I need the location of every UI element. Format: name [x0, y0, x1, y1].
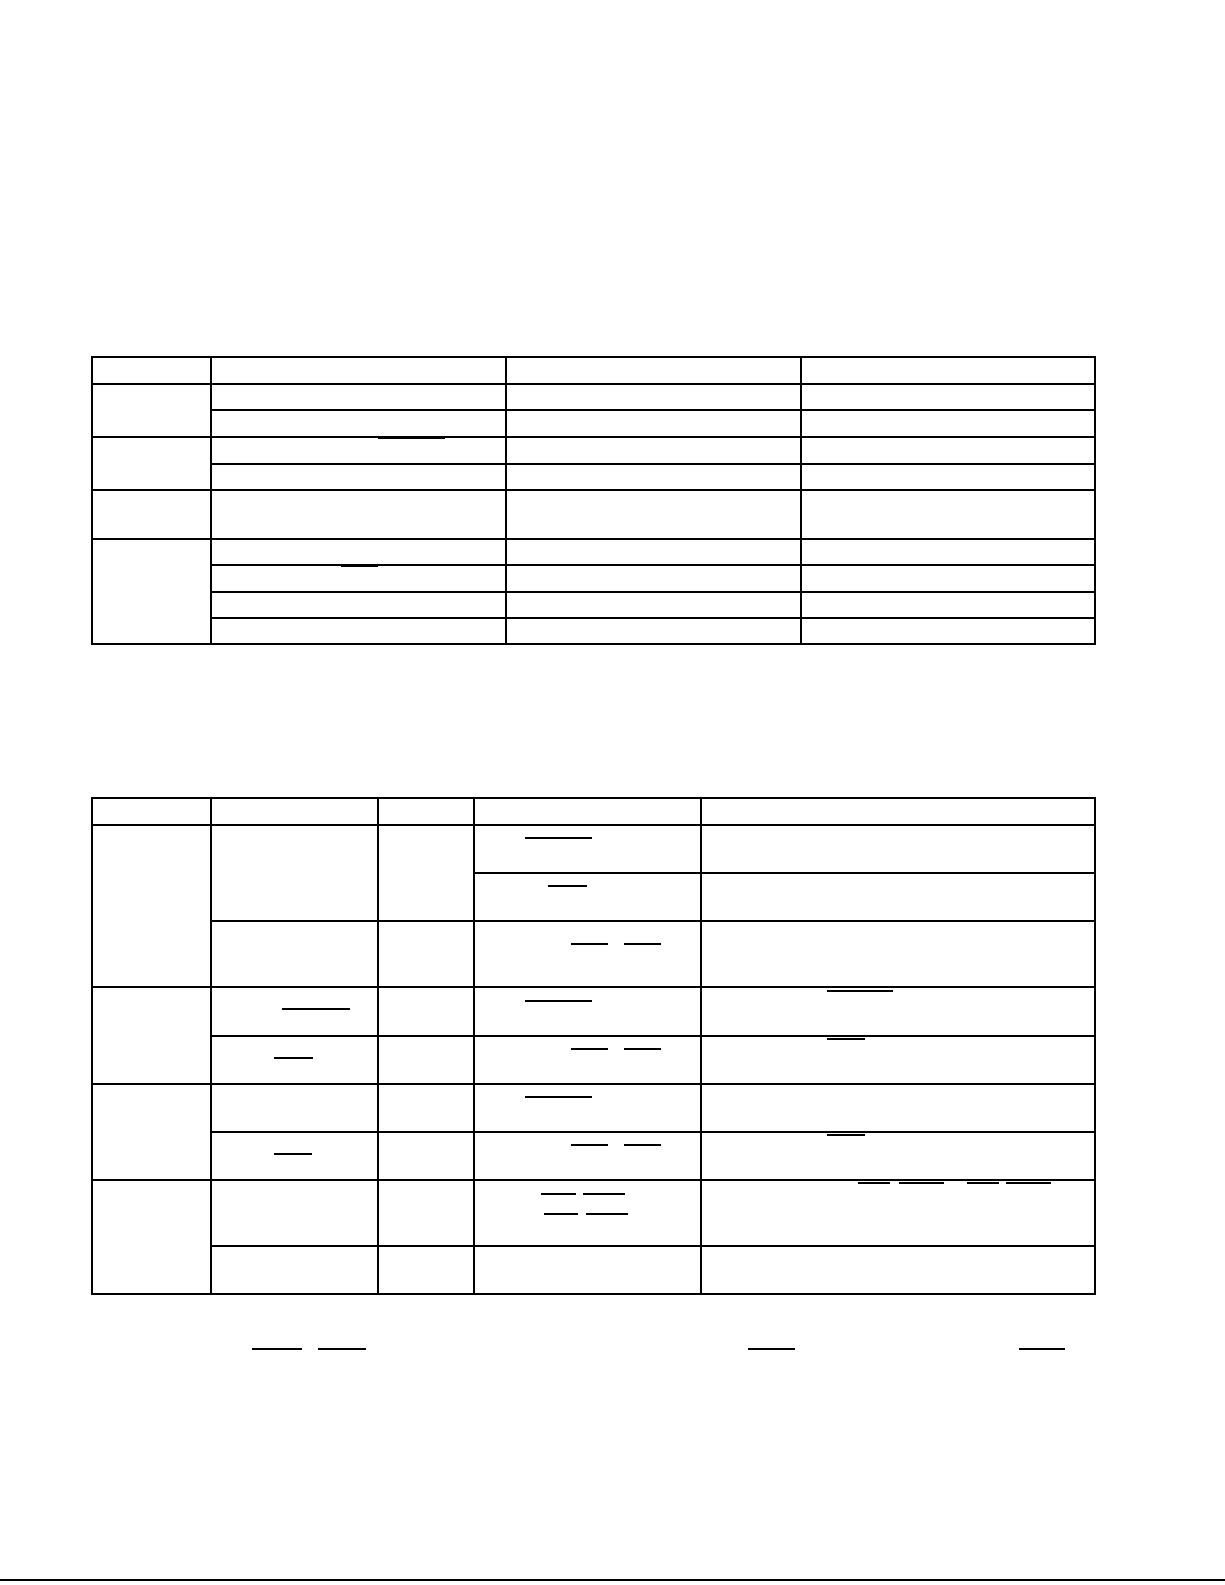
- table-cell: [474, 987, 701, 1036]
- group-cell: [92, 437, 211, 490]
- table-cell: [801, 618, 1095, 644]
- table-cell: [701, 1084, 1095, 1132]
- table-2: [91, 797, 1096, 1295]
- overline-mark: [583, 1193, 625, 1195]
- table-cell: [211, 1084, 378, 1132]
- table-cell: [506, 539, 801, 565]
- header-cell: [474, 798, 701, 825]
- table-cell: [378, 1246, 474, 1294]
- overline-mark: [274, 1057, 313, 1059]
- table-cell: [506, 464, 801, 490]
- table-row: [92, 592, 1095, 618]
- table-cell: [211, 987, 378, 1036]
- group-cell: [92, 987, 211, 1084]
- table-cell: [378, 1036, 474, 1084]
- table-row: [92, 987, 1095, 1036]
- table-cell: [211, 1180, 378, 1246]
- overline-mark: [525, 837, 592, 839]
- overline-mark: [571, 1048, 608, 1050]
- table-cell: [211, 1036, 378, 1084]
- table-cell: [701, 873, 1095, 921]
- table-row: [92, 618, 1095, 644]
- table-row: [92, 921, 1095, 987]
- table-cell: [378, 1132, 474, 1180]
- table-cell: [506, 618, 801, 644]
- overline-mark: [624, 1048, 661, 1050]
- table-cell: [506, 410, 801, 437]
- table-cell: [211, 384, 506, 410]
- overline-mark: [378, 437, 445, 439]
- table-cell: [801, 539, 1095, 565]
- overline-mark: [827, 990, 893, 992]
- table-row: [92, 437, 1095, 464]
- table-cell: [211, 464, 506, 490]
- table-cell: [506, 565, 801, 592]
- table-cell: [801, 464, 1095, 490]
- header-cell: [92, 357, 211, 384]
- group-cell: [92, 490, 211, 539]
- table-cell: [801, 565, 1095, 592]
- group-cell: [92, 1180, 211, 1294]
- table-row: [92, 357, 1095, 384]
- header-cell: [211, 798, 378, 825]
- overline-mark: [341, 463, 380, 465]
- overline-mark: [1019, 1348, 1065, 1350]
- overline-mark: [341, 565, 378, 567]
- table-row: [92, 1036, 1095, 1084]
- overline-mark: [525, 1000, 592, 1002]
- overline-mark: [282, 1008, 350, 1010]
- table-row: [92, 1084, 1095, 1132]
- table-cell: [701, 921, 1095, 987]
- table-cell: [211, 1246, 378, 1294]
- table-cell: [701, 1036, 1095, 1084]
- table-cell: [701, 825, 1095, 873]
- group-cell: [92, 825, 211, 987]
- table-cell: [211, 618, 506, 644]
- group-cell: [92, 384, 211, 437]
- overline-mark: [252, 1348, 302, 1350]
- table-cell: [506, 384, 801, 410]
- table-row: [92, 1246, 1095, 1294]
- table-cell: [474, 873, 701, 921]
- overline-mark: [624, 1144, 661, 1146]
- header-cell: [211, 357, 506, 384]
- overline-mark: [967, 1182, 999, 1184]
- table-row: [92, 1132, 1095, 1180]
- overline-mark: [541, 1193, 576, 1195]
- table-cell: [211, 539, 506, 565]
- table-cell: [378, 1180, 474, 1246]
- table-row: [92, 539, 1095, 565]
- overline-mark: [318, 1348, 366, 1350]
- table-cell: [378, 1084, 474, 1132]
- table-cell: [801, 384, 1095, 410]
- table-cell: [211, 921, 378, 987]
- table-cell: [701, 1180, 1095, 1246]
- header-cell: [378, 798, 474, 825]
- table-row: [92, 490, 1095, 539]
- table-cell: [801, 437, 1095, 464]
- table-cell: [211, 410, 506, 437]
- header-cell: [701, 798, 1095, 825]
- table-row: [92, 798, 1095, 825]
- header-cell: [506, 357, 801, 384]
- table-cell: [378, 987, 474, 1036]
- overline-mark: [525, 1096, 592, 1098]
- overline-mark: [858, 1182, 890, 1184]
- table-cell: [378, 921, 474, 987]
- table-cell: [701, 1246, 1095, 1294]
- table-row: [92, 384, 1095, 410]
- page-bottom-rule: [0, 1579, 1225, 1581]
- table-cell: [378, 825, 474, 921]
- table-cell: [211, 490, 506, 539]
- table-cell: [474, 1036, 701, 1084]
- table-cell: [801, 410, 1095, 437]
- overline-mark: [827, 1134, 865, 1136]
- table-cell: [211, 437, 506, 464]
- table-cell: [506, 490, 801, 539]
- overline-mark: [571, 1144, 608, 1146]
- table-row: [92, 565, 1095, 592]
- overline-mark: [748, 1348, 795, 1350]
- overline-mark: [274, 1153, 312, 1155]
- overline-mark: [1006, 1182, 1051, 1184]
- header-cell: [92, 798, 211, 825]
- group-cell: [92, 539, 211, 644]
- overline-mark: [624, 943, 661, 945]
- table-cell: [211, 565, 506, 592]
- table-cell: [474, 1132, 701, 1180]
- table-cell: [801, 490, 1095, 539]
- overline-mark: [571, 943, 608, 945]
- table-cell: [211, 825, 378, 921]
- table-row: [92, 464, 1095, 490]
- table-1: [91, 356, 1096, 645]
- table-cell: [474, 1246, 701, 1294]
- table-row: [92, 825, 1095, 873]
- overline-mark: [899, 1182, 944, 1184]
- table-row: [92, 410, 1095, 437]
- table-cell: [801, 592, 1095, 618]
- group-cell: [92, 1084, 211, 1180]
- header-cell: [801, 357, 1095, 384]
- table-cell: [506, 592, 801, 618]
- table-cell: [211, 1132, 378, 1180]
- table-cell: [211, 592, 506, 618]
- table-cell: [474, 825, 701, 873]
- table-cell: [701, 987, 1095, 1036]
- overline-mark: [827, 1038, 865, 1040]
- overline-mark: [586, 1213, 628, 1215]
- overline-mark: [548, 885, 587, 887]
- table-cell: [701, 1132, 1095, 1180]
- overline-mark: [544, 1213, 578, 1215]
- table-cell: [506, 437, 801, 464]
- table-cell: [474, 1084, 701, 1132]
- table-cell: [474, 921, 701, 987]
